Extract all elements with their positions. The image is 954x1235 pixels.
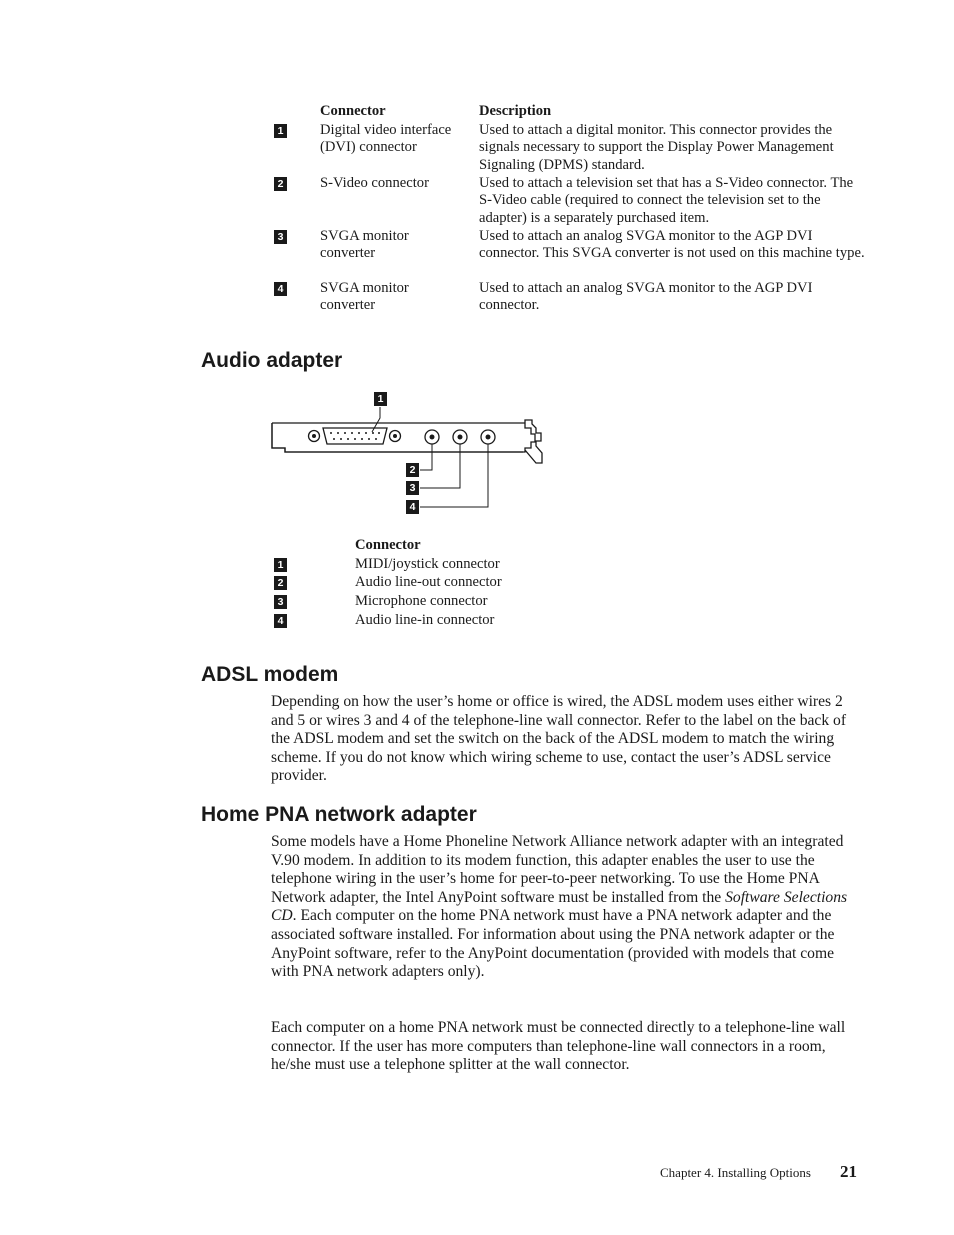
leader-line [420, 444, 460, 488]
dsub-pins [330, 432, 380, 440]
table-header-connector: Connector [320, 103, 386, 119]
section-heading-adsl: ADSL modem [201, 663, 339, 686]
diagram-callout: 3 [406, 481, 419, 495]
pna-cd-title: Software Selections CD [271, 888, 848, 925]
callout-badge: 2 [274, 177, 287, 191]
diagram-callout: 1 [374, 392, 387, 406]
table-header-description: Description [479, 103, 552, 119]
table-row-description: Used to attach a television set that has a S-Video connector. The S-Video cable (required to connect the television set to the adapter) is a separately purchased item. [479, 175, 854, 226]
table-row-description: Used to attach an analog SVGA monitor to the AGP DVI connector. [479, 280, 813, 314]
pna-text: . Each computer on the home PNA network must have a PNA network adapter and the associated software installed. For information about using the PNA network adapter or the AnyPoint software, refer to the AnyPoint documentation (provided with models that come with PNA network adapters only). [271, 907, 835, 981]
page-number: 21 [840, 1162, 857, 1181]
table-row-connector: Digital video interface (DVI) connector [320, 122, 452, 156]
list-item: Audio line-in connector [355, 612, 495, 628]
leader-line [420, 444, 488, 507]
diagram-callout: 4 [406, 500, 419, 514]
table-row-connector: S-Video connector [320, 175, 429, 191]
list-item: MIDI/joystick connector [355, 556, 500, 572]
audio-list-header: Connector [355, 537, 421, 553]
table-row-connector: SVGA monitor converter [320, 280, 409, 314]
pna-text: Some models have a Home Phoneline Network Alliance network adapter with an integrated V.90 modem. In addition to its modem function, this adapter enables the user to use the telephone wiring in the user’s home for peer-to-peer networking. To use the Home PNA Network adapter, the Intel AnyPoint software must be installed from the [271, 833, 844, 906]
adsl-paragraph: Depending on how the user’s home or office is wired, the ADSL modem uses either wires 2 and 5 or wires 3 and 4 of the telephone-line wall connector. Refer to the label on the back of the ADSL modem and set the switch on the back of the ADSL modem to match the wiring scheme. If you do not know which wiring scheme to use, contact the user’s ADSL service provider. [271, 693, 847, 785]
list-item: Microphone connector [355, 593, 488, 609]
section-heading-pna: Home PNA network adapter [201, 803, 477, 826]
leader-line [420, 444, 432, 470]
footer-chapter: Chapter 4. Installing Options [660, 1165, 811, 1180]
callout-badge: 1 [274, 124, 287, 138]
table-row-description: Used to attach an analog SVGA monitor to the AGP DVI connector. This SVGA converter is not used on this machine type. [479, 228, 865, 262]
list-item: Audio line-out connector [355, 574, 502, 590]
callout-badge: 3 [274, 230, 287, 244]
callout-badge: 2 [274, 576, 287, 590]
callout-badge: 3 [274, 595, 287, 609]
table-row-connector: SVGA monitor converter [320, 228, 409, 262]
pna-paragraph-2: Each computer on a home PNA network must be connected directly to a telephone-line wall connector. If the user has more computers than telephone-line wall connectors in a room, he/she must use a telephone splitter at the wall connector. [271, 1019, 846, 1074]
callout-badge: 4 [274, 282, 287, 296]
section-heading-audio: Audio adapter [201, 349, 343, 372]
callout-badge: 4 [274, 614, 287, 628]
callout-badge: 1 [274, 558, 287, 572]
dsub-connector-shell [323, 428, 387, 444]
diagram-callout: 2 [406, 463, 419, 477]
pna-paragraph-1 [271, 833, 863, 982]
audio-bracket-drawing [265, 388, 555, 518]
table-row-description: Used to attach a digital monitor. This connector provides the signals necessary to support the Display Power Management Signaling (DPMS) standard. [479, 122, 834, 173]
